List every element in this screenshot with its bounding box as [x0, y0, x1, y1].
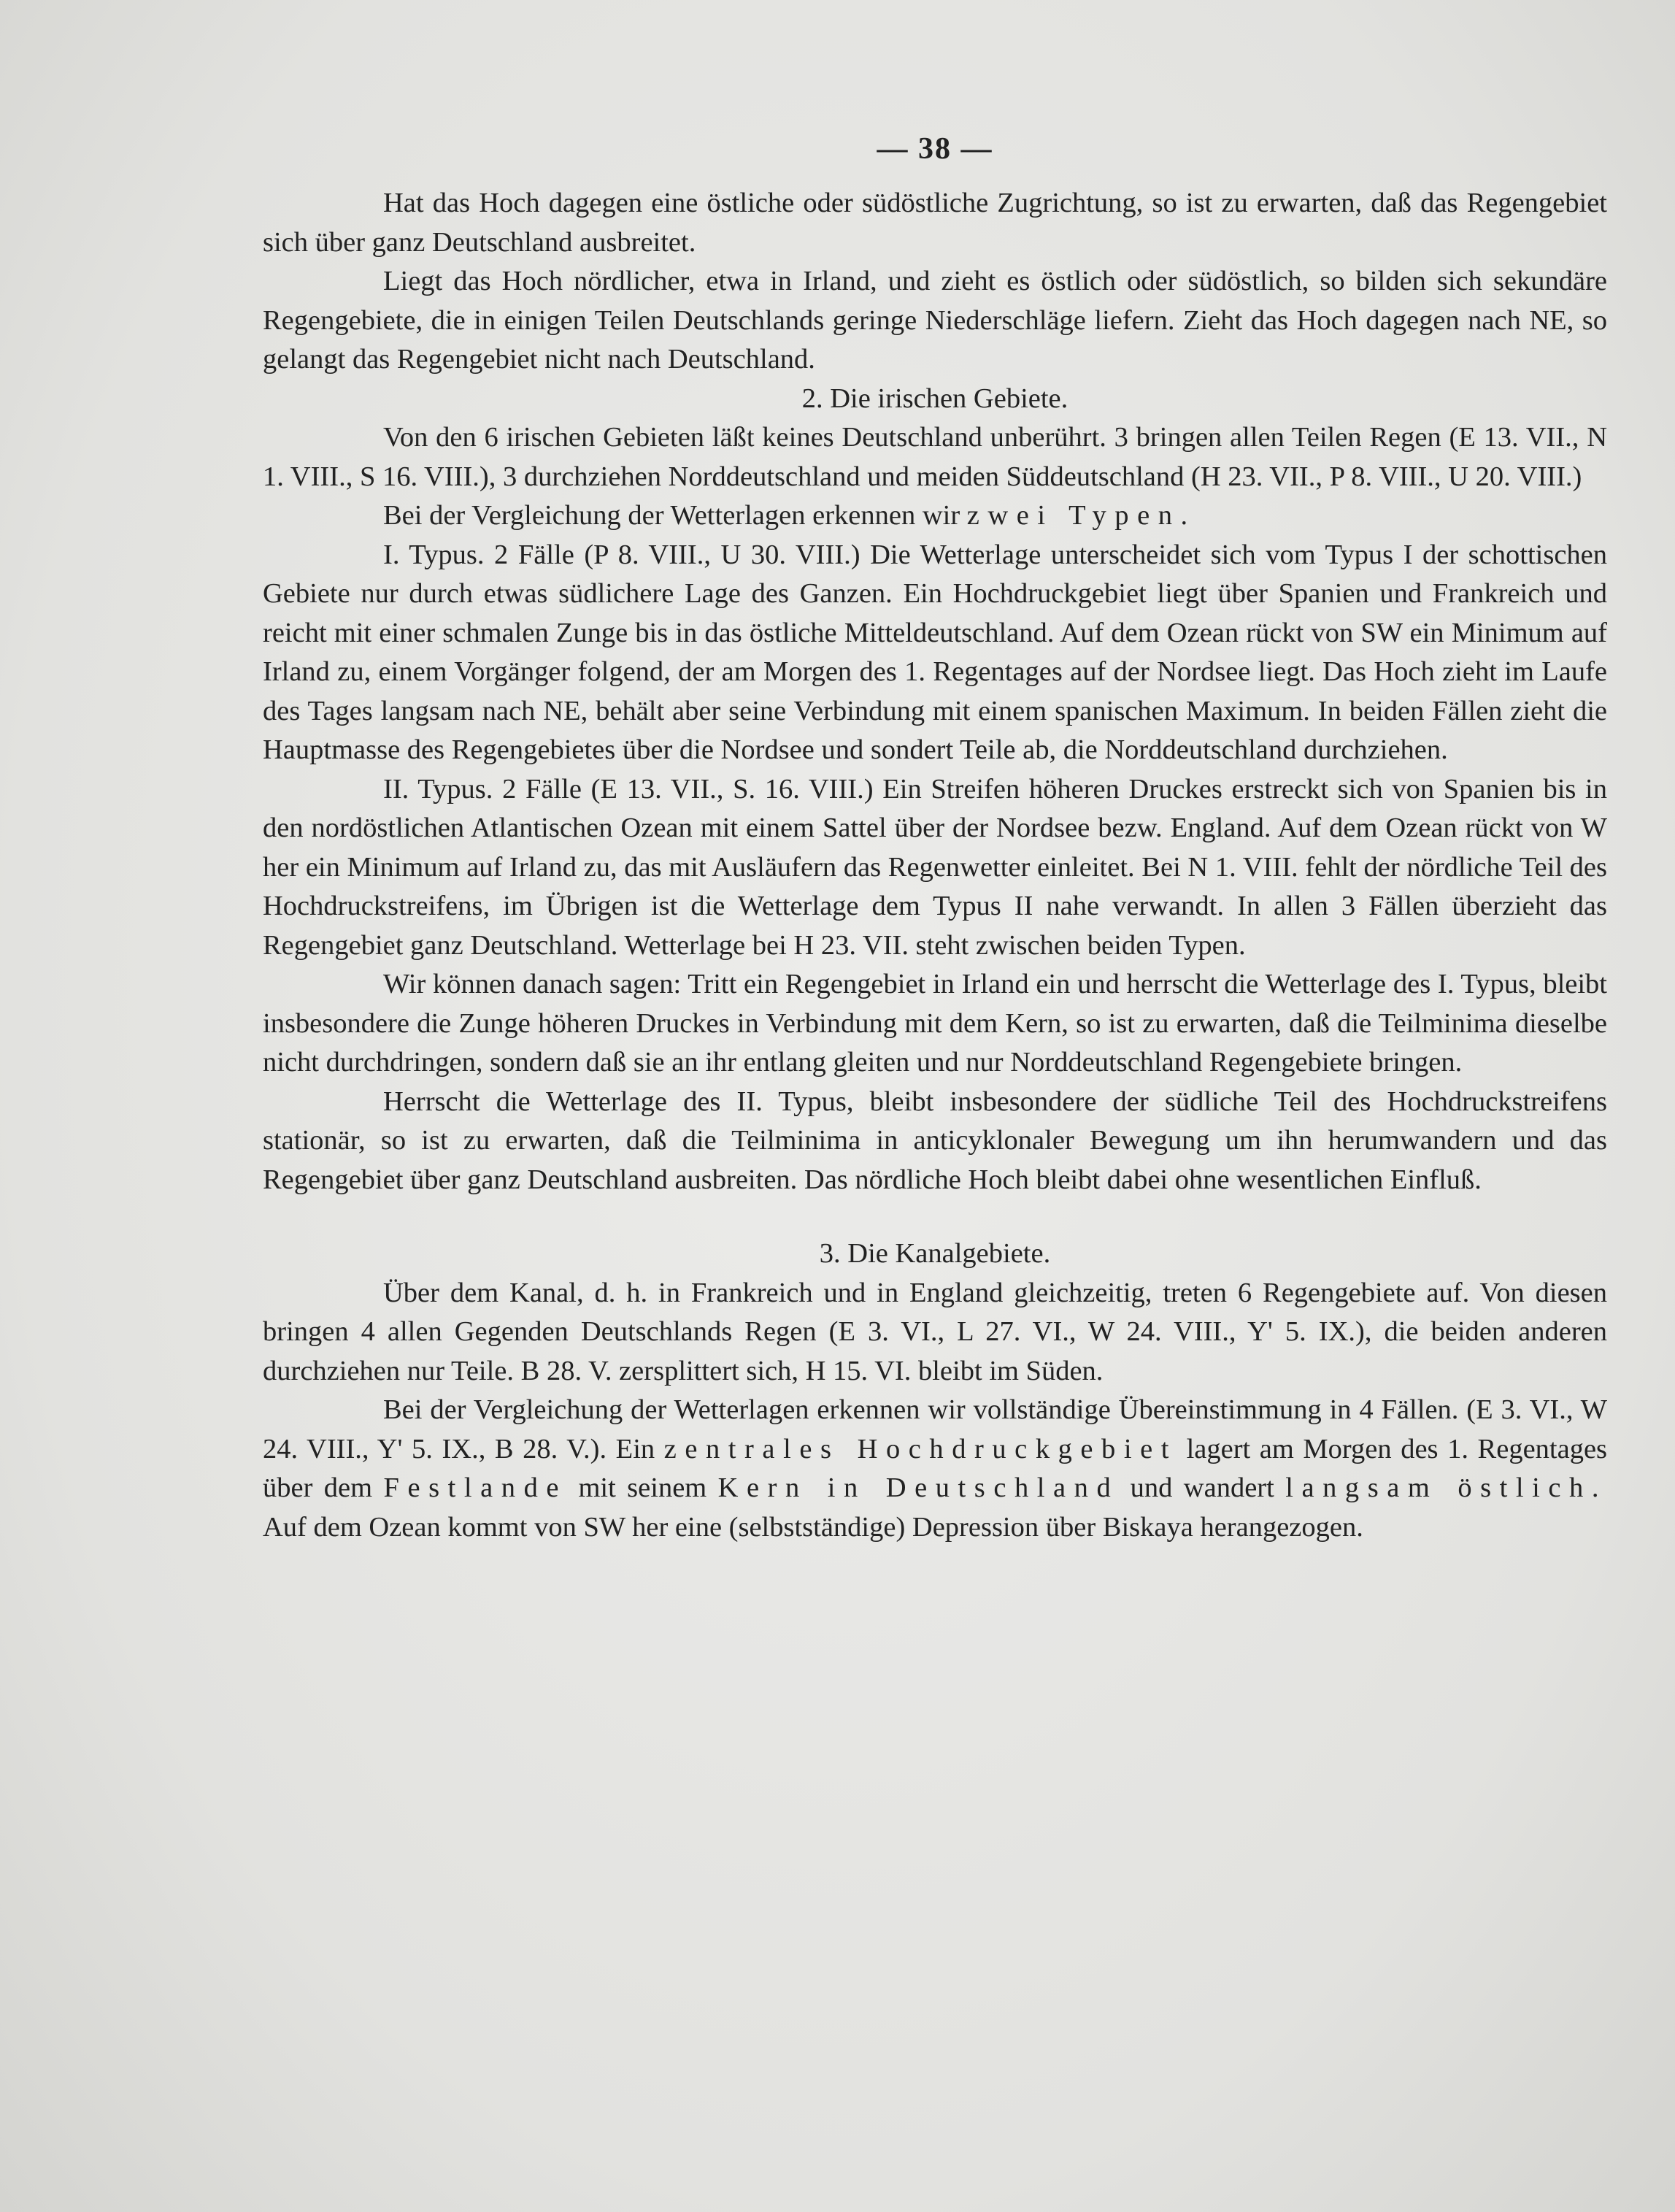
- section-heading-irish: 2. Die irischen Gebiete.: [801, 383, 1068, 414]
- document-body: [263, 131, 1607, 1547]
- paragraph-8: Herrscht die Wetterlage des II. Typus, bleibt insbesondere der südliche Teil des Hochdruckstreifens stationär, so ist zu erwarten, daß die Teilminima in anticyklonaler Bewegung um ihn herumwandern und das Regengebiet über ganz Deutschland ausbreiten. Das nördliche Hoch bleibt dabei ohne wesentlichen Einfluß.: [263, 1086, 1607, 1195]
- emphasis-zentrales-hochdruckgebiet: zentrales Hochdruckgebiet: [663, 1433, 1177, 1464]
- paragraph-1: Hat das Hoch dagegen eine östliche oder südöstliche Zugrichtung, so ist zu erwarten, daß das Regengebiet sich über ganz Deutschland ausbreitet.: [263, 188, 1607, 258]
- paragraph-4-text: Bei der Vergleichung der Wetterlagen erkennen wir: [383, 500, 960, 531]
- paragraph-10: [263, 1391, 1607, 1547]
- p10-text-a: Bei der Vergleichung der Wetterlagen erkennen wir vollständige Übereinstimmung in 4 Fällen. (E 3. VI., W 24. VIII., Y' 5. IX., B 28. V.). Ein: [263, 1394, 1607, 1464]
- p10-text-e: mit seinem: [578, 1472, 707, 1503]
- paragraph-4: [263, 496, 1607, 536]
- emphasis-festlande: Festlande: [383, 1472, 568, 1503]
- paragraph-9: Über dem Kanal, d. h. in Frankreich und in England gleichzeitig, treten 6 Regengebiete auf. Von diesen bringen 4 allen Gegenden Deutschlands Regen (E 3. VI., L 27. VI., W 24. VIII., Y' 5. IX.), die beiden anderen durchziehen nur Teile. B 28. V. zersplittert sich, H 15. VI. bleibt im Süden.: [263, 1277, 1607, 1386]
- paragraph-7: Wir können danach sagen: Tritt ein Regengebiet in Irland ein und herrscht die Wetterlage des I. Typus, bleibt insbesondere die Zunge höheren Druckes in Verbindung mit dem Kern, so ist zu erwarten, daß die Teilminima dieselbe nicht durchdringen, sondern daß sie an ihr entlang gleiten und nur Norddeutschland Regengebiete bringen.: [263, 969, 1607, 1078]
- paragraph-2: Liegt das Hoch nördlicher, etwa in Irland, und zieht es östlich oder südöstlich, so bilden sich sekundäre Regengebiete, die in einigen Teilen Deutschlands geringe Niederschläge liefern. Zieht das Hoch dagegen nach NE, so gelangt das Regengebiet nicht nach Deutschland.: [263, 266, 1607, 375]
- p10-text-i: Auf dem Ozean kommt von SW her eine (selbstständige) Depression über Biskaya herangezogen.: [263, 1511, 1363, 1543]
- paragraph-typus-2: II. Typus. 2 Fälle (E 13. VII., S. 16. VIII.) Ein Streifen höheren Druckes erstreckt sich von Spanien bis in den nordöstlichen Atlantischen Ozean mit einem Sattel über der Nordsee bezw. England. Auf dem Ozean rückt von W her ein Minimum auf Irland zu, das mit Ausläufern das Regenwetter einleitet. Bei N 1. VIII. fehlt der nördliche Teil des Hochdruckstreifens, im Übrigen ist die Wetterlage dem Typus II nahe verwandt. In allen 3 Fällen überzieht das Regengebiet ganz Deutschland. Wetterlage bei H 23. VII. steht zwischen beiden Typen.: [263, 773, 1607, 961]
- emphasis-zwei-typen: zwei Typen.: [966, 500, 1196, 531]
- paragraph-typus-1: I. Typus. 2 Fälle (P 8. VIII., U 30. VIII.) Die Wetterlage unterscheidet sich vom Typus I der schottischen Gebiete nur durch etwas südlichere Lage des Ganzen. Ein Hochdruckgebiet liegt über Spanien und Frankreich und reicht mit einer schmalen Zunge bis in das östliche Mitteldeutschland. Auf dem Ozean rückt von SW ein Minimum auf Irland zu, einem Vorgänger folgend, der am Morgen des 1. Regentages auf der Nordsee liegt. Das Hoch zieht im Laufe des Tages langsam nach NE, behält aber seine Verbindung mit einem spanischen Maximum. In beiden Fällen zieht die Hauptmasse des Regengebietes über die Nordsee und sondert Teile ab, die Norddeutschland durchziehen.: [263, 539, 1607, 765]
- p10-text-c: lagert am Morgen des 1. Regentages über dem: [263, 1433, 1608, 1503]
- section-heading-kanal: 3. Die Kanalgebiete.: [819, 1238, 1051, 1269]
- page-number: — 38 —: [877, 132, 993, 166]
- p10-text-g: und wandert: [1130, 1472, 1274, 1503]
- paragraph-3: Von den 6 irischen Gebieten läßt keines Deutschland unberührt. 3 bringen allen Teilen Regen (E 13. VII., N 1. VIII., S 16. VIII.), 3 durchziehen Norddeutschland und meiden Süddeutschland (H 23. VII., P 8. VIII., U 20. VIII.): [263, 422, 1607, 492]
- emphasis-langsam-oestlich: langsam östlich.: [1285, 1472, 1608, 1503]
- emphasis-kern-in-deutschland: Kern in Deutschland: [717, 1472, 1120, 1503]
